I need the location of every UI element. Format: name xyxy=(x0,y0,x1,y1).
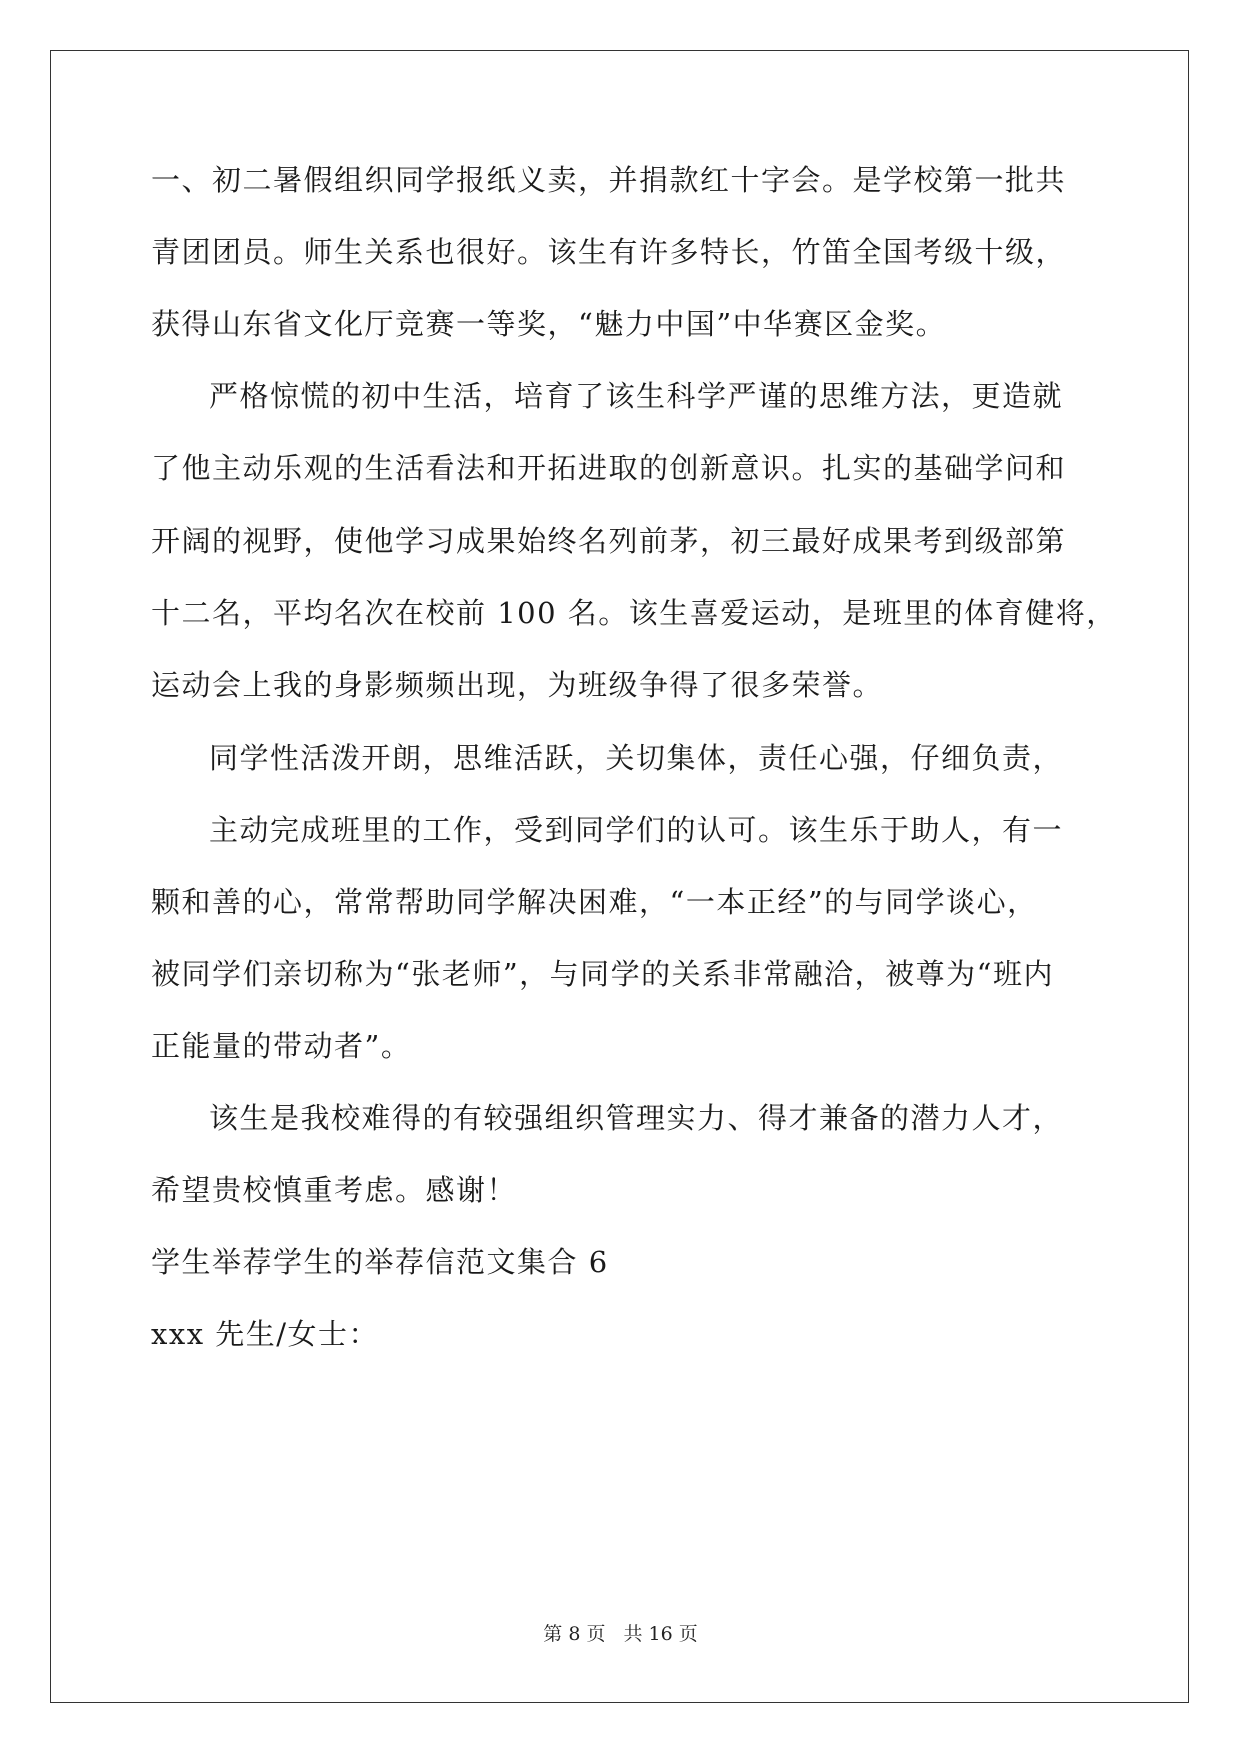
salutation: xxx 先生/女士： xyxy=(151,1317,380,1351)
text-line: 主动完成班里的工作，受到同学们的认可。该生乐于助人，有一 xyxy=(209,813,1064,847)
text-line: 获得山东省文化厅竞赛一等奖，“魅力中国”中华赛区金奖。 xyxy=(151,307,947,341)
text-line: 开阔的视野，使他学习成果始终名列前茅，初三最好成果考到级部第 xyxy=(151,524,1067,558)
text-line: 一、初二暑假组织同学报纸义卖，并捐款红十字会。是学校第一批共 xyxy=(151,163,1067,197)
text-line: 严格惊慌的初中生活，培育了该生科学严谨的思维方法，更造就 xyxy=(209,379,1064,413)
text-line: 被同学们亲切称为“张老师”，与同学的关系非常融洽，被尊为“班内 xyxy=(151,957,1054,991)
page-footer xyxy=(0,1622,1241,1646)
text-line: 希望贵校慎重考虑。感谢！ xyxy=(151,1173,518,1207)
text-line: 十二名，平均名次在校前 100 名。该生喜爱运动，是班里的体育健将， xyxy=(151,596,1117,630)
section-heading: 学生举荐学生的举荐信范文集合 6 xyxy=(151,1245,609,1279)
text-line: 了他主动乐观的生活看法和开拓进取的创新意识。扎实的基础学问和 xyxy=(151,451,1067,485)
page-border xyxy=(50,50,1189,1703)
text-line: 正能量的带动者”。 xyxy=(151,1029,412,1063)
text-line: 同学性活泼开朗，思维活跃，关切集体，责任心强，仔细负责， xyxy=(209,741,1064,775)
text-line: 运动会上我的身影频频出现，为班级争得了很多荣誉。 xyxy=(151,668,884,702)
page-number: 第 8 页 xyxy=(543,1623,606,1645)
text-line: 该生是我校难得的有较强组织管理实力、得才兼备的潜力人才， xyxy=(209,1101,1064,1135)
text-line: 青团团员。师生关系也很好。该生有许多特长，竹笛全国考级十级， xyxy=(151,235,1067,269)
page-total: 共 16 页 xyxy=(623,1623,698,1645)
text-line: 颗和善的心，常常帮助同学解决困难，“一本正经”的与同学谈心， xyxy=(151,885,1038,919)
